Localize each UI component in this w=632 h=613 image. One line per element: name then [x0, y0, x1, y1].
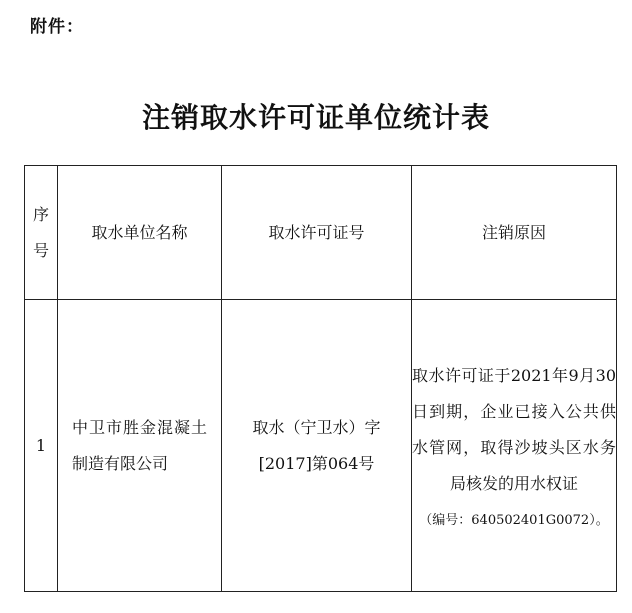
reason-value: 取水许可证于2021年9月30日到期，企业已接入公共供水管网，取得沙坡头区水务局核发的用水权证: [412, 365, 616, 493]
cell-unit-name: [58, 300, 222, 592]
seq-value: 1: [35, 436, 47, 455]
header-permit-no: [222, 166, 412, 300]
header-reason-label: 注销原因: [481, 223, 546, 242]
reason-note: （编号：640502401G0072）。: [419, 512, 609, 528]
table-header-row: [25, 166, 617, 300]
header-seq: [25, 166, 58, 300]
header-permit-no-label: 取水许可证号: [268, 223, 365, 242]
header-reason: [412, 166, 617, 300]
attachment-label: 附件：: [30, 17, 84, 37]
permit-no-value: 取水（宁卫水）字[2017]第064号: [252, 417, 381, 473]
header-unit-name-label: 取水单位名称: [91, 223, 188, 242]
deregistration-table: [24, 165, 617, 592]
unit-name-value: 中卫市胜金混凝土制造有限公司: [72, 417, 207, 473]
header-seq-label: 序号: [33, 204, 50, 260]
document-title: 注销取水许可证单位统计表: [141, 101, 490, 134]
header-unit-name: [58, 166, 222, 300]
cell-seq: [25, 300, 58, 592]
cell-reason: [412, 300, 617, 592]
cell-permit-no: [222, 300, 412, 592]
table-row: [25, 300, 617, 592]
